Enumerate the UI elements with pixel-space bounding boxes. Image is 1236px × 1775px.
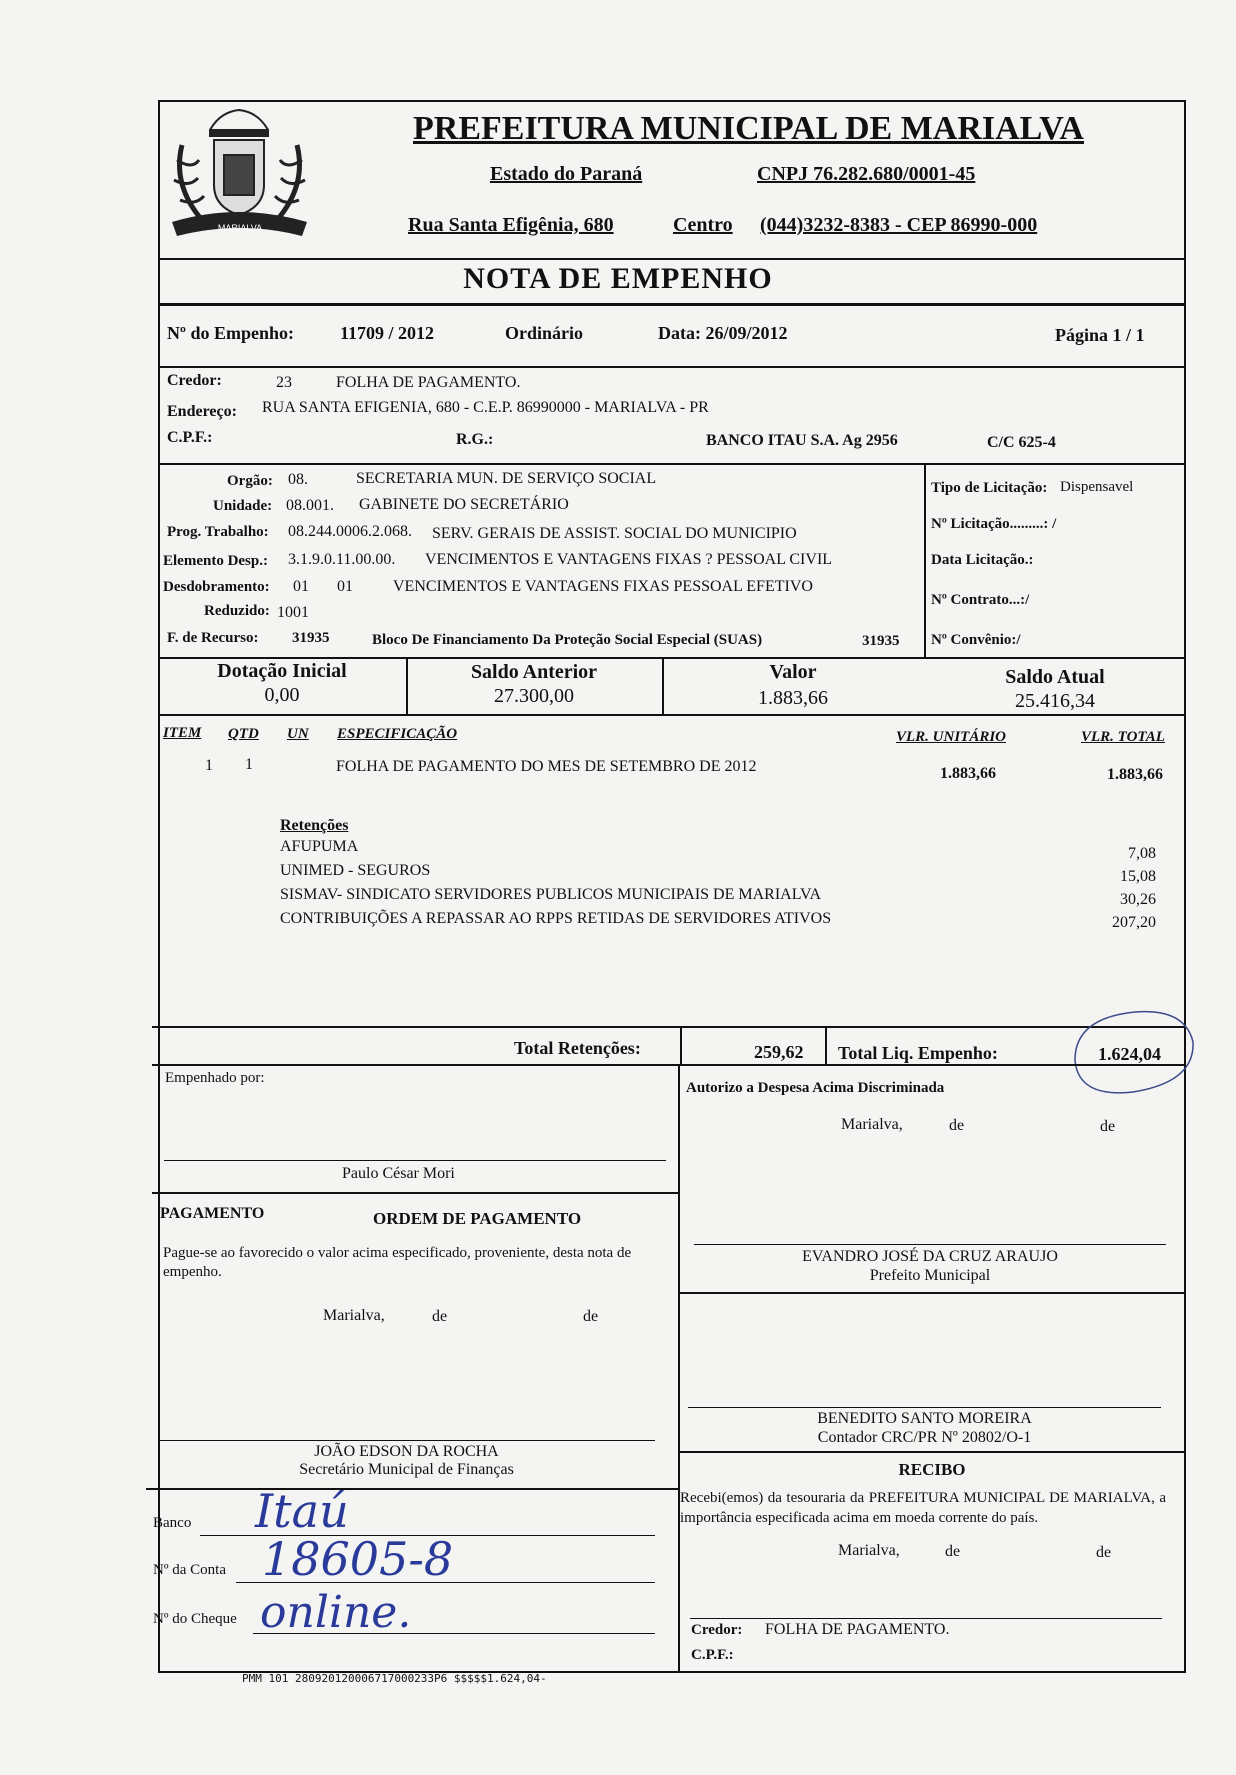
col-total-value: VLR. TOTAL [1081,729,1165,745]
retencao-name: CONTRIBUIÇÕES A REPASSAR AO RPPS RETIDAS DE SERVIDORES ATIVOS [280,910,832,927]
recibo-place: Marialva, [838,1542,900,1559]
desdobramento-label: Desdobramento: [163,579,270,595]
footer-code: PMM 101 280920120006717000233P6 $$$$$1.624,04- [242,1672,547,1685]
bank-info: BANCO ITAU S.A. Ag 2956 [706,432,898,449]
autorizo-place: Marialva, [841,1116,903,1133]
orgao-label: Orgão: [227,473,273,489]
conta-handwritten: 18605-8 [262,1532,454,1586]
orgao-name: SECRETARIA MUN. DE SERVIÇO SOCIAL [356,470,657,487]
crest-ribbon-text: MARIALVA [217,223,263,233]
licitacao-tipo-value: Dispensavel [1060,479,1134,495]
elemento-code: 3.1.9.0.11.00.00. [288,551,396,568]
convenio-number: Nº Convênio:/ [931,632,1021,648]
item-number: 1 [205,757,213,774]
empenho-number: 11709 / 2012 [340,323,435,343]
saldo-atual-label: Saldo Atual [1005,666,1105,688]
contrato-number: Nº Contrato...:/ [931,592,1030,608]
item-unit-value: 1.883,66 [940,765,996,782]
ordem-de-1: de [432,1308,448,1325]
retencao-value: 207,20 [1112,914,1156,931]
dotacao-inicial-label: Dotação Inicial [217,660,347,682]
desdobramento-name: VENCIMENTOS E VANTAGENS FIXAS PESSOAL EFETIVO [393,578,813,595]
saldo-anterior-value: 27.300,00 [494,685,574,707]
item-spec: FOLHA DE PAGAMENTO DO MES DE SETEMBRO DE 2012 [336,758,757,775]
saldo-anterior-label: Saldo Anterior [470,661,598,683]
prefeito-signatory: EVANDRO JOSÉ DA CRUZ ARAUJO [802,1248,1058,1265]
item-total-value: 1.883,66 [1107,766,1163,783]
pagamento-title: PAGAMENTO [160,1205,265,1222]
recurso-name: Bloco De Financiamento Da Proteção Social Especial (SUAS) [372,632,763,648]
elemento-label: Elemento Desp.: [163,553,268,569]
recurso-code: 31935 [292,630,330,646]
unidade-name: GABINETE DO SECRETÁRIO [359,496,569,513]
autorizo-title: Autorizo a Despesa Acima Discriminada [686,1080,945,1096]
autorizo-de-1: de [949,1117,965,1134]
recibo-title: RECIBO [898,1460,966,1479]
reduzido-code: 1001 [277,604,309,621]
bank-cc: C/C 625-4 [987,434,1056,451]
recibo-de-1: de [945,1543,961,1560]
orgao-code: 08. [288,471,308,488]
unidade-code: 08.001. [286,497,334,514]
credor-label: Credor: [167,372,222,389]
total-retencoes-label: Total Retenções: [514,1038,641,1058]
retencoes-title: Retenções [280,817,349,834]
col-qtd: QTD [228,726,259,742]
cpf-label: C.P.F.: [167,429,213,446]
col-un: UN [287,726,309,742]
empenho-date: Data: 26/09/2012 [658,323,788,343]
empenhado-signatory: Paulo César Mori [342,1165,455,1182]
contador-title: Contador CRC/PR Nº 20802/O-1 [817,1429,1032,1446]
autorizo-de-2: de [1100,1118,1116,1135]
desdobramento-code: 01 01 [293,578,353,595]
retencao-value: 30,26 [1120,891,1156,908]
header-address: Rua Santa Efigênia, 680 [408,214,614,236]
recibo-text: Recebi(emos) da tesouraria da PREFEITURA MUNICIPAL DE MARIALVA, a importância especificada acima em moeda corrente do país. [680,1490,1166,1526]
valor-value: 1.883,66 [758,687,828,709]
credor-address: RUA SANTA EFIGENIA, 680 - C.E.P. 86990000 - MARIALVA - PR [262,399,709,416]
cheque-label: Nº do Cheque [153,1611,237,1627]
elemento-name: VENCIMENTOS E VANTAGENS FIXAS ? PESSOAL CIVIL [425,551,833,568]
dotacao-inicial-value: 0,00 [264,684,300,706]
ordem-place: Marialva, [323,1307,385,1324]
reduzido-label: Reduzido: [204,603,270,619]
retencao-name: UNIMED - SEGUROS [280,862,431,879]
header-phone-cep: (044)3232-8383 - CEP 86990-000 [760,214,1038,236]
credor-code: 23 [276,374,292,391]
empenhado-por-label: Empenhado por: [165,1070,265,1086]
empenho-type: Ordinário [505,323,584,343]
empenho-label: Nº do Empenho: [167,323,294,343]
unidade-label: Unidade: [213,498,273,514]
financas-title: Secretário Municipal de Finanças [299,1461,514,1478]
col-item: ITEM [163,725,202,741]
total-retencoes-value: 259,62 [754,1042,804,1062]
recibo-credor-value: FOLHA DE PAGAMENTO. [765,1621,950,1638]
col-spec: ESPECIFICAÇÃO [337,726,458,742]
document-title: NOTA DE EMPENHO [463,262,773,295]
ordem-pagamento-text: Pague-se ao favorecido o valor acima especificado, proveniente, desta nota de empenho. [163,1245,632,1280]
contador-signatory: BENEDITO SANTO MOREIRA [817,1410,1032,1427]
municipal-crest [162,100,317,250]
conta-label: Nº da Conta [153,1562,226,1578]
recurso-code-2: 31935 [862,633,900,649]
retencao-value: 7,08 [1128,845,1156,862]
ordem-de-2: de [583,1308,599,1325]
header-district: Centro [673,214,733,236]
saldo-atual-value: 25.416,34 [1015,690,1095,712]
address-label: Endereço: [167,403,237,420]
credor-name: FOLHA DE PAGAMENTO. [336,374,521,391]
rg-label: R.G.: [456,431,494,448]
banco-handwritten: Itaú [255,1484,349,1538]
licitacao-number: Nº Licitação.........: / [931,516,1057,532]
valor-label: Valor [769,661,817,683]
recibo-credor-label: Credor: [691,1622,743,1638]
licitacao-date: Data Licitação.: [931,552,1034,568]
licitacao-tipo-label: Tipo de Licitação: [931,480,1048,496]
retencao-value: 15,08 [1120,868,1156,885]
header-state: Estado do Paraná [490,163,643,185]
prefeito-title: Prefeito Municipal [869,1267,991,1284]
item-qtd: 1 [245,756,253,773]
ordem-pagamento-title: ORDEM DE PAGAMENTO [373,1209,582,1228]
retencao-name: SISMAV- SINDICATO SERVIDORES PUBLICOS MUNICIPAIS DE MARIALVA [280,886,822,903]
total-liquido-label: Total Liq. Empenho: [838,1043,998,1063]
prog-code: 08.244.0006.2.068. [288,523,412,540]
total-liquido-value: 1.624,04 [1098,1044,1161,1064]
empenho-page: Página 1 / 1 [1055,325,1145,345]
recibo-cpf-label: C.P.F.: [691,1647,734,1663]
recurso-label: F. de Recurso: [167,630,259,646]
col-unit-value: VLR. UNITÁRIO [896,729,1007,745]
retencao-name: AFUPUMA [280,838,359,855]
prog-name: SERV. GERAIS DE ASSIST. SOCIAL DO MUNICIPIO [432,525,797,542]
header-title: PREFEITURA MUNICIPAL DE MARIALVA [413,110,1084,147]
cheque-handwritten: online. [260,1587,412,1638]
recibo-de-2: de [1096,1544,1112,1561]
hand-circle-mark [1055,1000,1195,1110]
header-cnpj: CNPJ 76.282.680/0001-45 [757,163,976,185]
financas-signatory: JOÃO EDSON DA ROCHA [314,1443,499,1460]
banco-label: Banco [153,1515,192,1531]
prog-label: Prog. Trabalho: [167,524,269,540]
